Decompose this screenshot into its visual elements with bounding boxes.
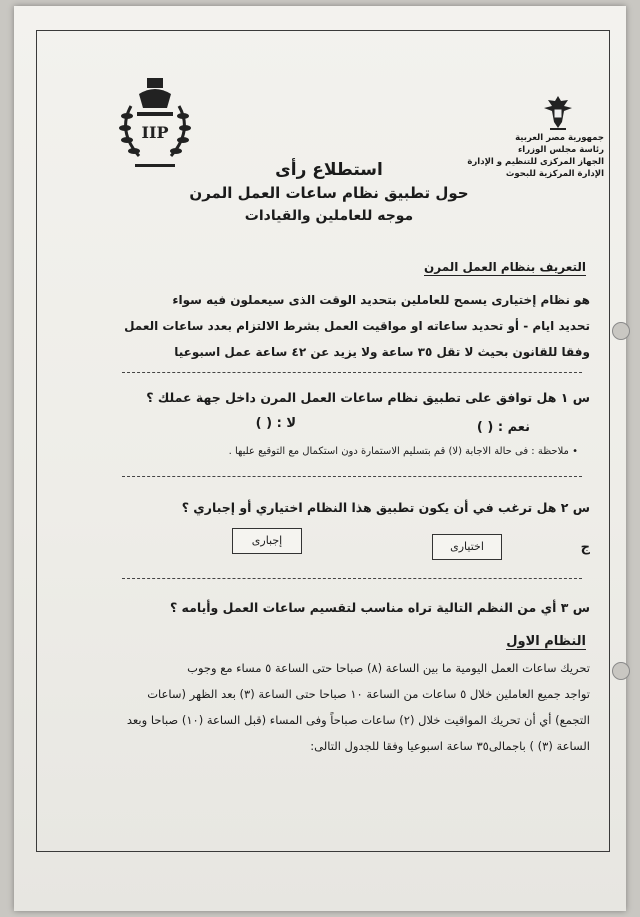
system-1-line: الساعة (٣) ) باجمالى٣٥ ساعة اسبوعيا وفقا للجدول التالى: <box>310 739 590 753</box>
q2-optional-box[interactable]: اختيارى <box>432 534 502 560</box>
question-3: س ٣ أي من النظم التالية تراه مناسب لتقسيم ساعات العمل وأيامه ؟ <box>169 600 590 615</box>
logo-text: IIP <box>141 123 169 142</box>
definition-line: وفقا للقانون بحيث لا تقل ٣٥ ساعة ولا يزيد عن ٤٢ ساعة عمل اسبوعيا <box>174 345 590 359</box>
q2-mandatory-box[interactable]: إجبارى <box>232 528 302 554</box>
definition-line: هو نظام إختيارى يسمح للعاملين بتحديد الوقت الذى سيعملون فيه سواء <box>172 293 590 307</box>
q1-yes-option[interactable]: نعم : ( ) <box>476 420 530 435</box>
q1-note <box>229 446 578 457</box>
survey-audience: موجه للعاملين والقيادات <box>244 208 414 224</box>
gov-line: جمهورية مصر العربية <box>515 133 604 143</box>
separator-line <box>122 476 582 477</box>
q2-answer-prefix: ج <box>580 540 590 555</box>
gov-line: الجهاز المركزى للتنظيم و الإدارة <box>467 157 604 167</box>
system-1-heading: النظام الاول <box>506 634 586 649</box>
survey-title: استطلاع رأى <box>275 160 383 180</box>
punch-hole-icon <box>612 322 630 340</box>
separator-line <box>122 372 582 373</box>
definition-heading: التعريف بنظام العمل المرن <box>424 260 586 274</box>
system-1-line: تواجد جميع العاملين خلال ٥ ساعات من الساعة ١٠ صباحا حتى الساعة (٣) بعد الظهر (ساعات <box>147 687 590 701</box>
definition-line: تحديد ايام - أو تحديد ساعاته او مواقيت العمل بشرط الالتزام بعدد ساعات العمل <box>124 319 590 333</box>
eagle-emblem-icon <box>540 92 576 132</box>
gov-line: رئاسة مجلس الوزراء <box>517 145 604 155</box>
separator-line <box>122 578 582 579</box>
gov-line: الإدارة المركزية للبحوث <box>505 169 604 179</box>
q1-note-text: ملاحظة : فى حالة الاجابة (لا) قم بتسليم الاستمارة دون استكمال مع التوقيع عليها . <box>228 446 569 457</box>
punch-hole-icon <box>612 662 630 680</box>
paper-sheet <box>14 6 626 911</box>
bullet-icon: • <box>568 446 578 457</box>
survey-subtitle: حول تطبيق نظام ساعات العمل المرن <box>189 184 469 202</box>
system-1-line: تحريك ساعات العمل اليومية ما بين الساعة (٨) صباحا حتى الساعة ٥ مساء مع وجوب <box>187 661 590 675</box>
question-2: س ٢ هل ترغب في أن يكون تطبيق هذا النظام اختياري أو إجباري ؟ <box>181 500 590 515</box>
system-1-line: التجمع) أي أن تحريك المواقيت خلال (٢) ساعات صباحاً وفى المساء (قبل الساعة (١٠) صباحا وبعد <box>126 713 590 727</box>
q1-no-option[interactable]: لا : ( ) <box>255 416 296 431</box>
question-1: س ١ هل توافق على تطبيق نظام ساعات العمل المرن داخل جهة عملك ؟ <box>146 390 590 405</box>
